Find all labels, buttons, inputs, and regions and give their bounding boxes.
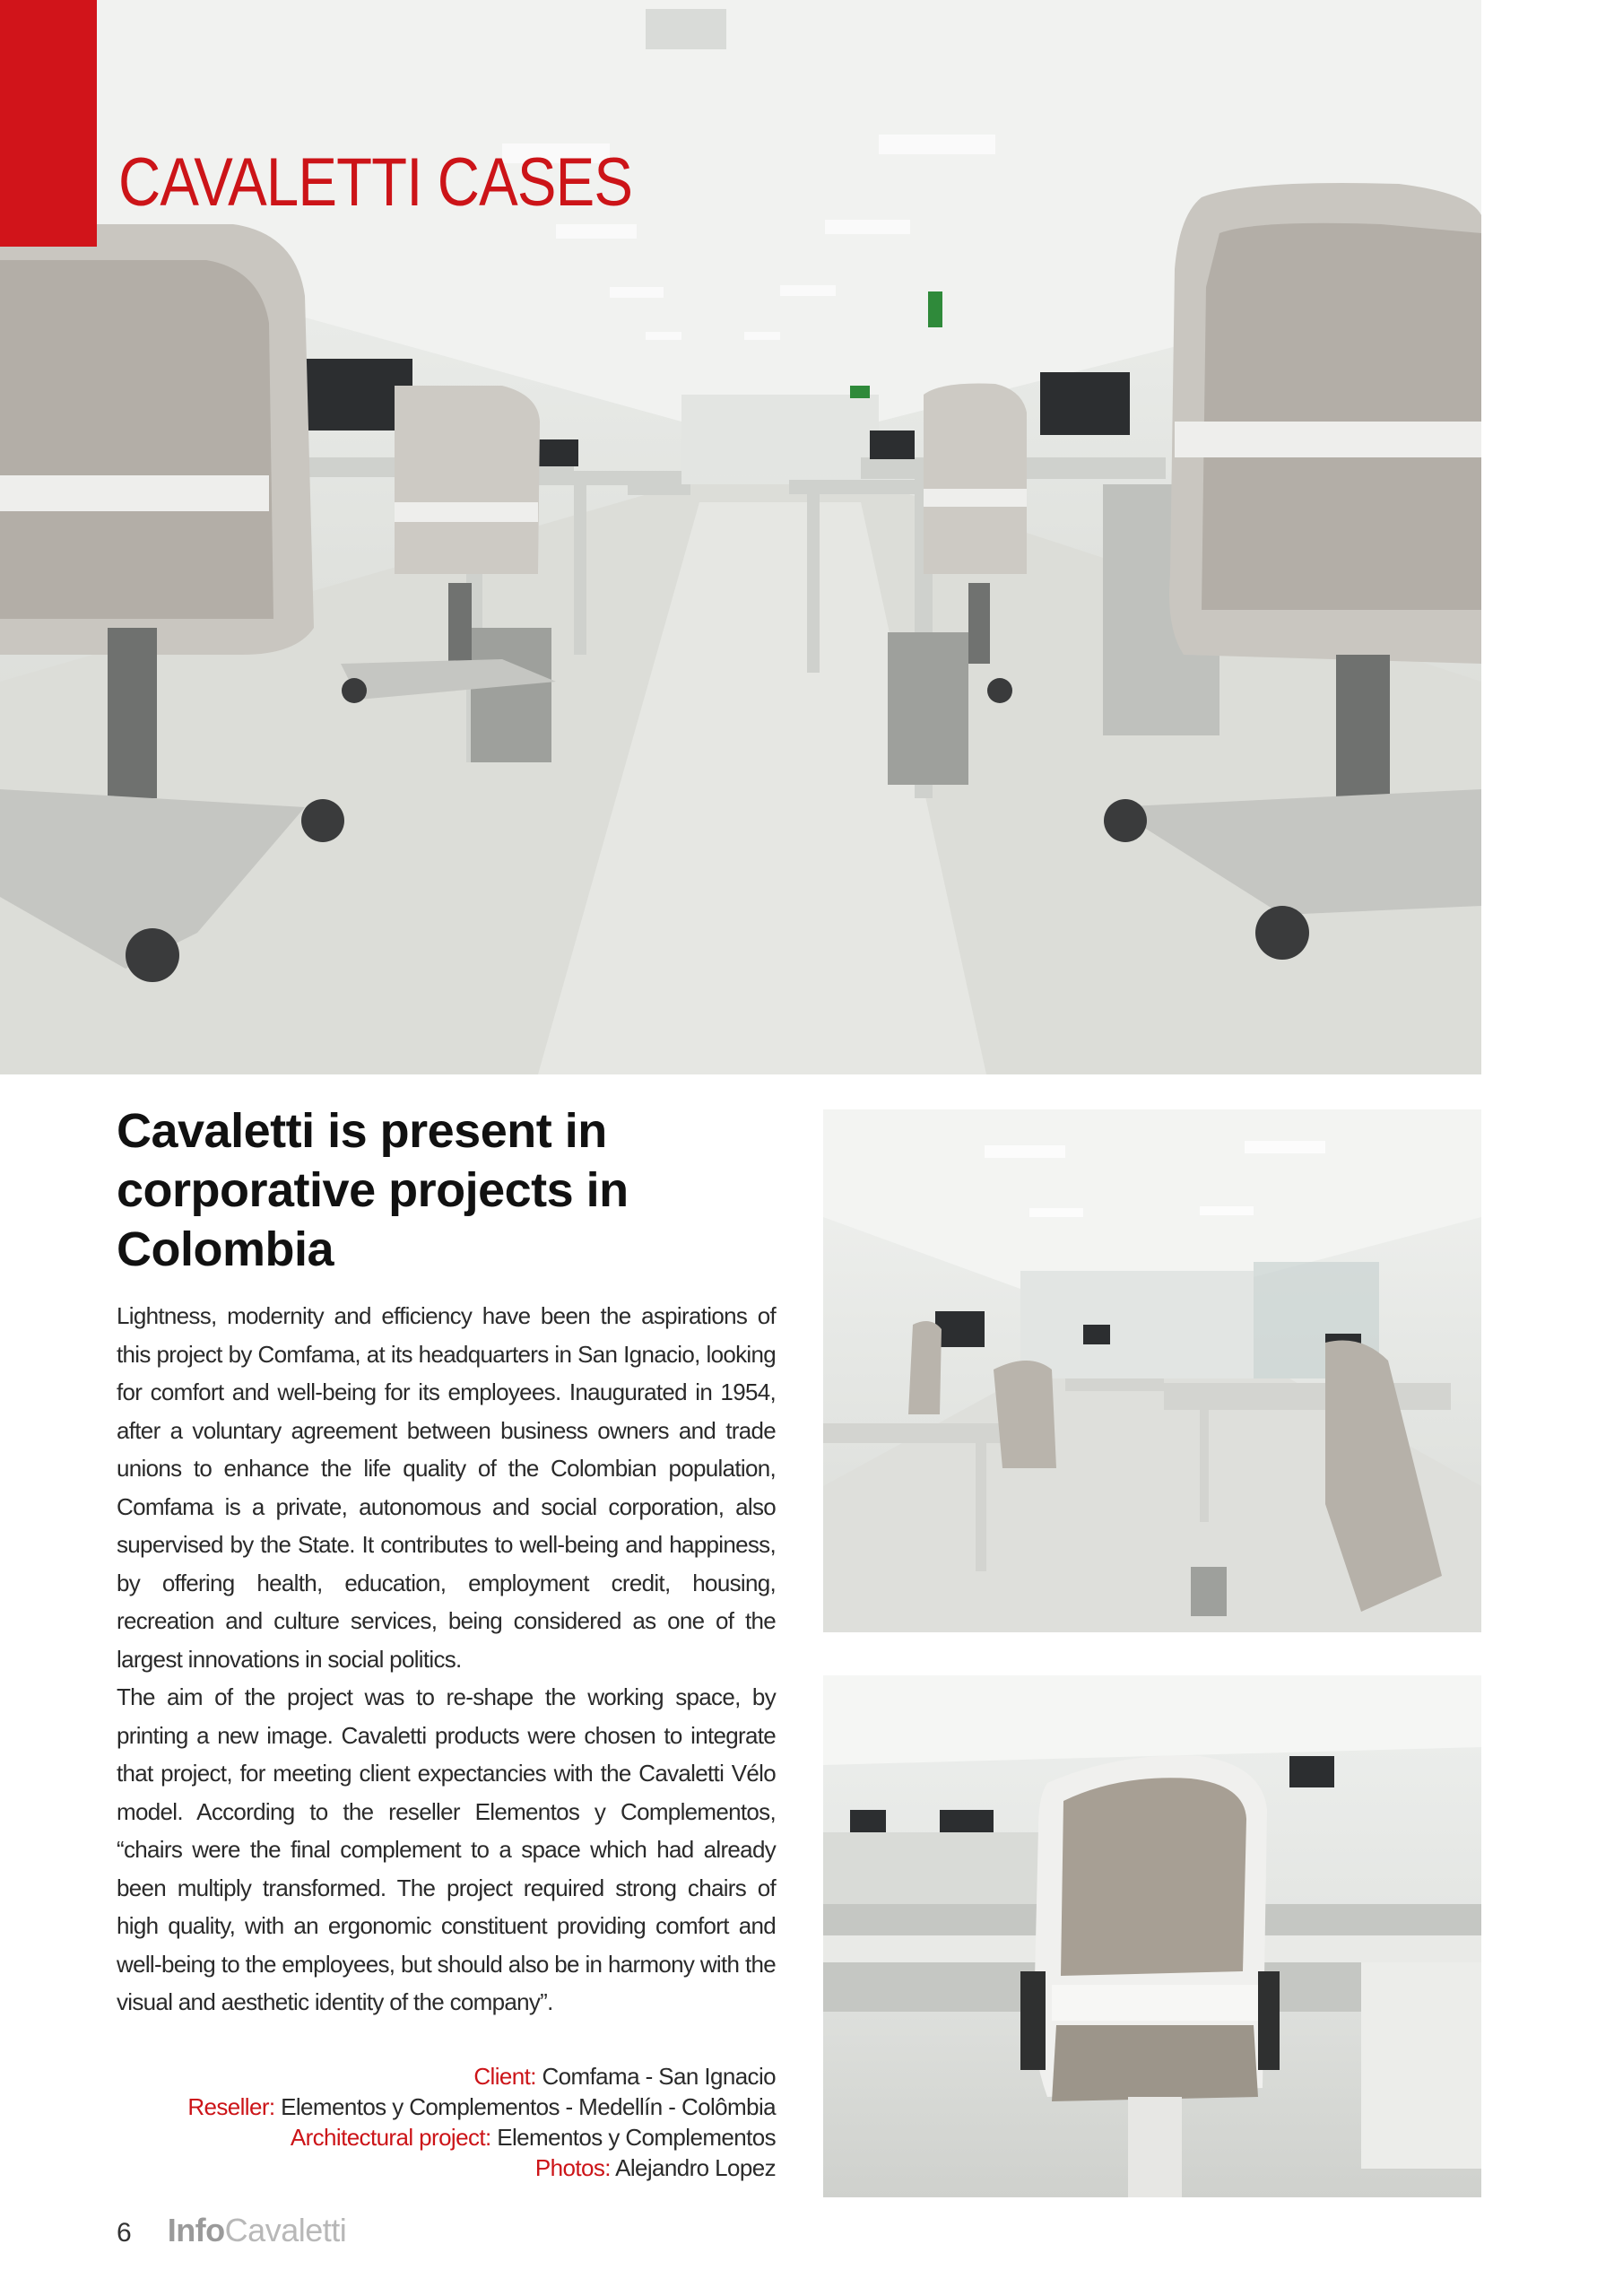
article-headline: Cavaletti is present in corporative projects in Colombia xyxy=(117,1104,629,1276)
section-title: CAVALETTI CASES xyxy=(118,144,633,221)
chair-closeup-illustration xyxy=(823,1675,1481,2197)
open-office-photo xyxy=(823,1109,1481,1632)
credit-client: Client: Comfama - San Ignacio xyxy=(473,2063,776,2090)
page-number: 6 xyxy=(117,2218,132,2248)
chair-closeup-photo xyxy=(823,1675,1481,2197)
credit-architectural-project: Architectural project: Elementos y Complementos xyxy=(290,2124,776,2151)
article-paragraph: Lightness, modernity and efficiency have been the aspirations of this project by Comfama, at its headquarters in San Ignacio, looking for comfort and well-being for its employees. Inaugurated in 1954, after a voluntary agreement between business owners and trade unions to enhance the life quality of the Colombian population, Comfama is a private, autonomous and social corporation, also supervised by the State. It contributes to well-being and happiness, by offering health, education, employment credit, housing, recreation and culture services, being considered as one of the largest innovations in social politics. xyxy=(117,1302,776,1673)
project-credits xyxy=(117,2061,776,2183)
brand-logo: InfoCavaletti xyxy=(167,2212,347,2248)
open-office-illustration xyxy=(823,1109,1481,1632)
credit-reseller: Reseller: Elementos y Complementos - Medellín - Colômbia xyxy=(187,2093,776,2120)
article-paragraph: The aim of the project was to re-shape the working space, by printing a new image. Cavaletti products were chosen to integrate that project, for meeting client expectancies with the Cavaletti Vélo model. According to the reseller Elementos y Complementos, “chairs were the final complement to a space which had already been multiply transformed. The project required strong chairs of high quality, with an ergonomic constituent providing comfort and well-being to the employees, but should also be in harmony with the visual and aesthetic identity of the company”. xyxy=(117,1683,776,2015)
page-footer xyxy=(117,2212,346,2249)
credit-photos: Photos: Alejandro Lopez xyxy=(534,2154,776,2181)
article-body xyxy=(117,1297,776,2022)
section-accent-bar xyxy=(0,0,97,247)
